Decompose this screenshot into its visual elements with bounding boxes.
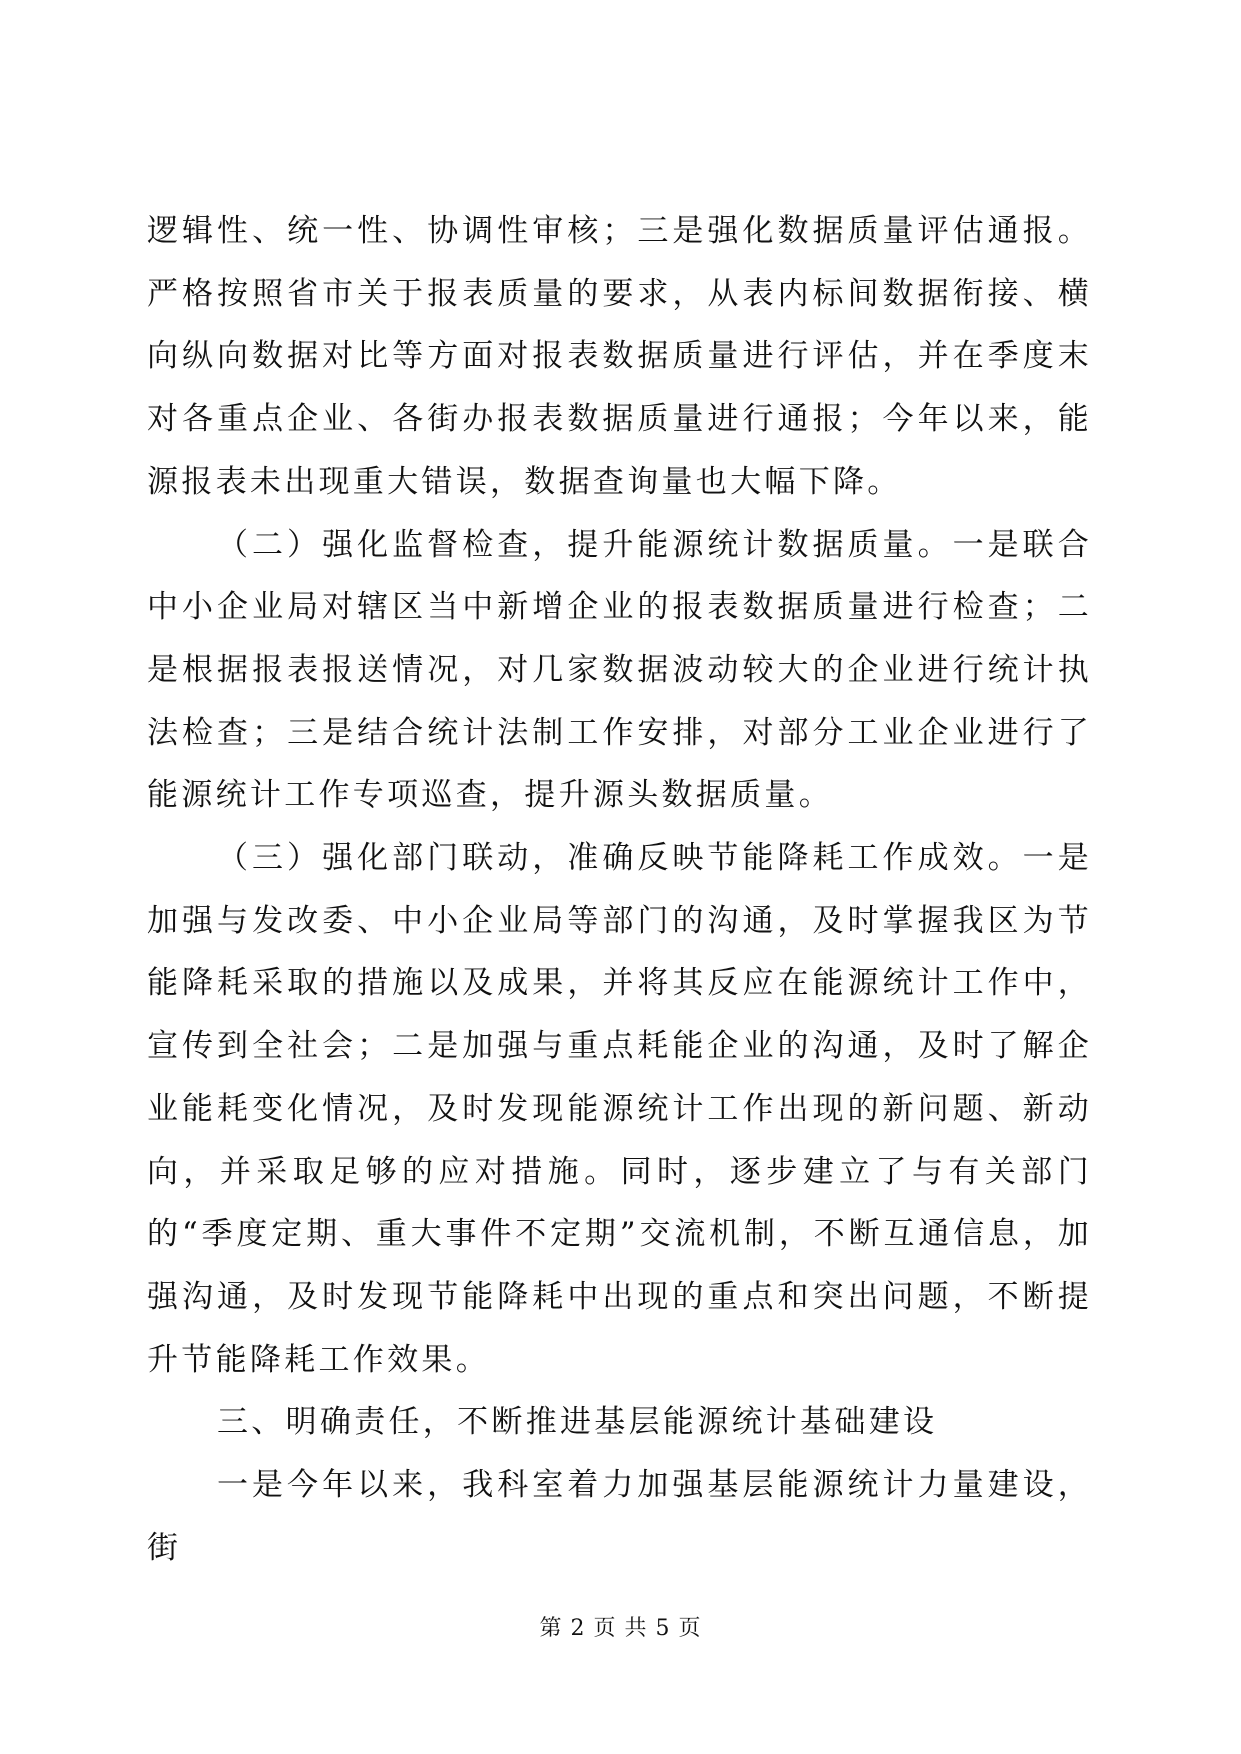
section-heading: 三、明确责任，不断推进基层能源统计基础建设 [217, 1404, 938, 1441]
paragraph-section-two: （二）强化监督检查，提升能源统计数据质量。一是联合中小企业局对辖区当中新增企业的报表数据质量进行检查；二是根据报表报送情况，对几家数据波动较大的企业进行统计执法检查；三是结合统计法制工作安排，对部分工业企业进行了能源统计工作专项巡查，提升源头数据质量。 [147, 526, 1092, 814]
paragraph-section-three: （三）强化部门联动，准确反映节能降耗工作成效。一是加强与发改委、中小企业局等部门的沟通，及时掌握我区为节能降耗采取的措施以及成果，并将其反应在能源统计工作中，宣传到全社会；二是加强与重点耗能企业的沟通，及时了解企业能耗变化情况，及时发现能源统计工作出现的新问题、新动向，并采取足够的应对措施。同时，逐步建立了与有关部门的“季度定期、重大事件不定期”交流机制，不断互通信息，加强沟通，及时发现节能降耗中出现的重点和突出问题，不断提升节能降耗工作效果。 [147, 840, 1092, 1378]
document-body [147, 200, 1092, 1579]
paragraph-final: 一是今年以来，我科室着力加强基层能源统计力量建设，街 [147, 1467, 1092, 1566]
paragraph-continuation: 逻辑性、统一性、协调性审核；三是强化数据质量评估通报。严格按照省市关于报表质量的要求，从表内标间数据衔接、横向纵向数据对比等方面对报表数据质量进行评估，并在季度末对各重点企业、各街办报表数据质量进行通报；今年以来，能源报表未出现重大错误，数据查询量也大幅下降。 [147, 213, 1092, 500]
page-number-footer: 第 2 页 共 5 页 [539, 1616, 702, 1641]
